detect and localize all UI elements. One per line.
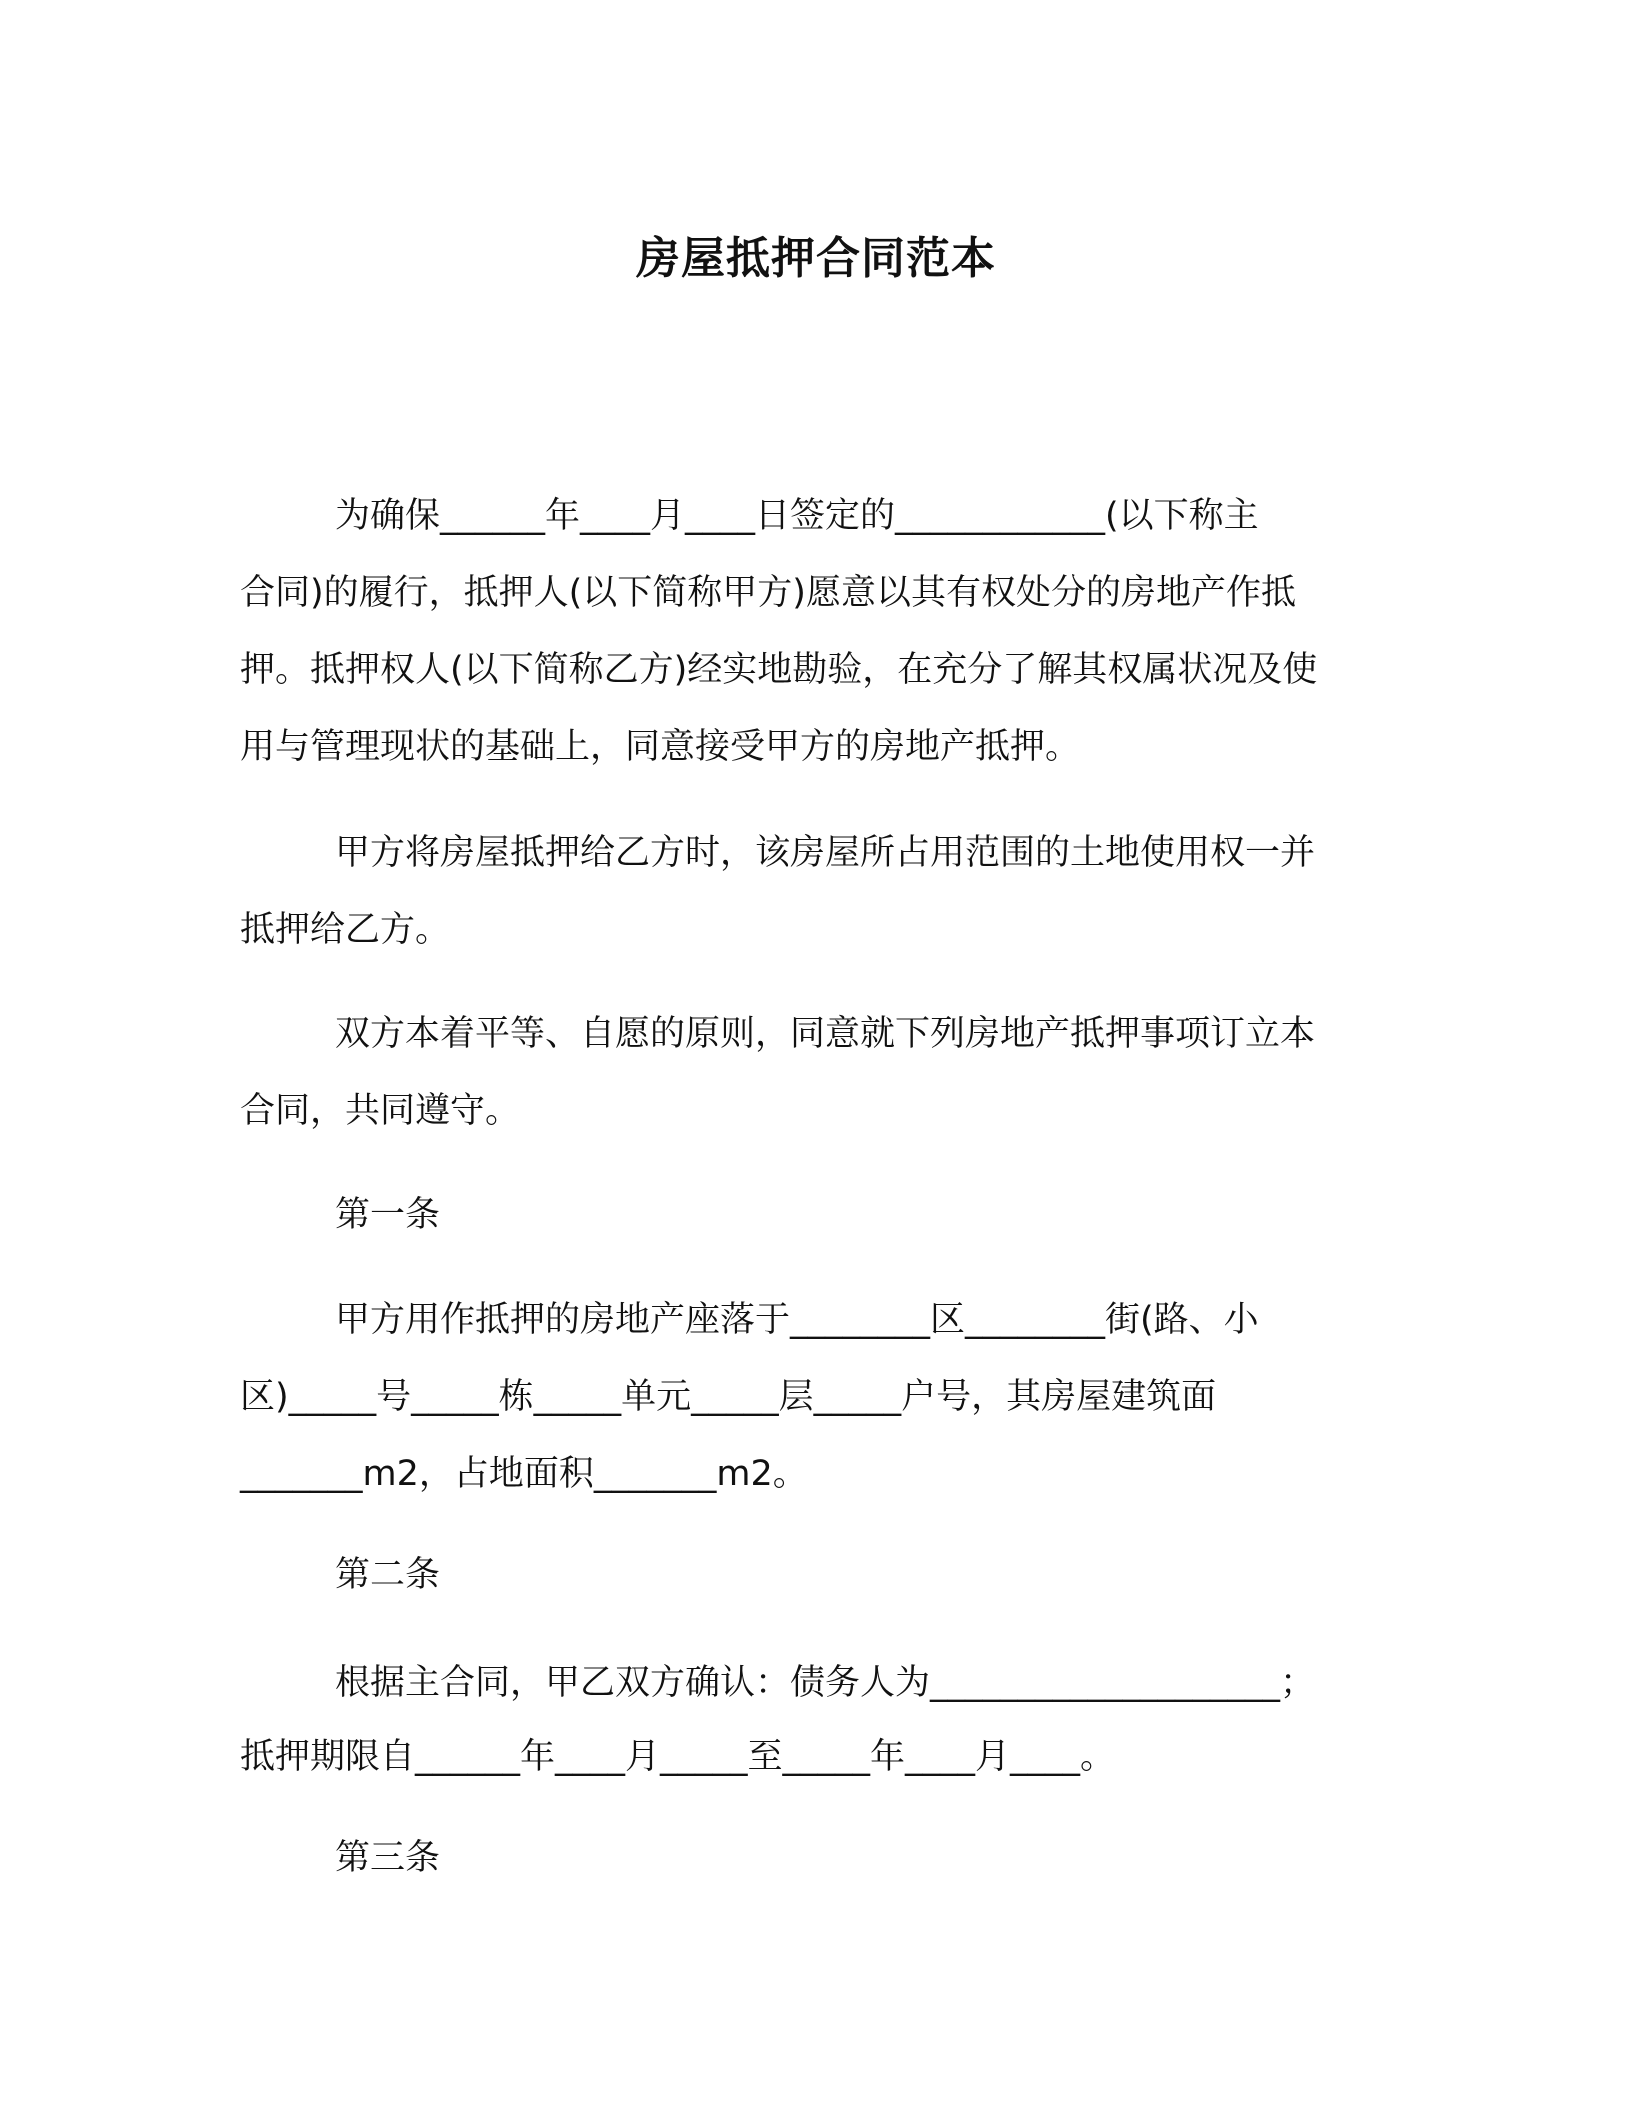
article-3-heading: 第三条 — [335, 1838, 441, 1878]
paragraph-3-line-2: 合同，共同遵守。 — [240, 1091, 521, 1131]
article-1-line-1: 甲方用作抵押的房地产座落于________区________街(路、小 — [335, 1300, 1259, 1340]
paragraph-2-line-2: 抵押给乙方。 — [240, 910, 451, 950]
paragraph-3-line-1: 双方本着平等、自愿的原则，同意就下列房地产抵押事项订立本 — [335, 1014, 1316, 1054]
document-title: 房屋抵押合同范本 — [636, 233, 996, 284]
article-2-line-1: 根据主合同，甲乙双方确认：债务人为____________________； — [335, 1663, 1316, 1703]
article-1-line-3: _______m2，占地面积_______m2。 — [240, 1454, 808, 1494]
paragraph-1-line-4: 用与管理现状的基础上，同意接受甲方的房地产抵押。 — [240, 727, 1081, 767]
article-1-heading: 第一条 — [335, 1195, 441, 1235]
paragraph-2-line-1: 甲方将房屋抵押给乙方时，该房屋所占用范围的土地使用权一并 — [335, 833, 1316, 873]
paragraph-1-line-2: 合同)的履行，抵押人(以下简称甲方)愿意以其有权处分的房地产作抵 — [240, 573, 1296, 613]
article-1-line-2: 区)_____号_____栋_____单元_____层_____户号，其房屋建筑面 — [240, 1377, 1217, 1417]
article-2-heading: 第二条 — [335, 1555, 441, 1595]
article-2-line-2: 抵押期限自______年____月_____至_____年____月____。 — [240, 1737, 1116, 1777]
paragraph-1-line-3: 押。抵押权人(以下简称乙方)经实地勘验，在充分了解其权属状况及使 — [240, 650, 1318, 690]
paragraph-1-line-1: 为确保______年____月____日签定的____________(以下称主 — [335, 496, 1259, 536]
